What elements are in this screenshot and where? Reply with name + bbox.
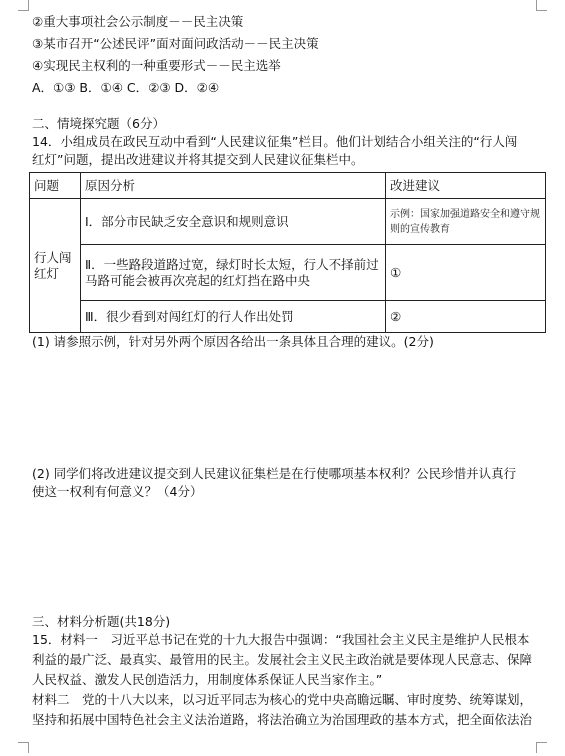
crop-mark-bottom-left (18, 742, 29, 753)
sub-question: 使这一权利有何意义？（4分） (32, 484, 203, 499)
material-line: 15．材料一 习近平总书记在党的十九大报告中强调：“我国社会主义民主是维护人民根本 (32, 632, 530, 647)
section-title: 二、情境探究题（6分） (32, 116, 165, 131)
question-text: 红灯”问题，提出改进建议并将其提交到人民建议征集栏中。 (32, 152, 364, 167)
table-header: 原因分析 (81, 173, 386, 199)
reason-cell: Ⅱ．一些路段道路过宽，绿灯时长太短，行人不择前过马路可能会被再次亮起的红灯挡在路中央 (81, 245, 386, 301)
table-header: 问题 (30, 173, 81, 199)
suggestion-cell: 示例：国家加强道路安全和遵守规则的宣传教育 (386, 199, 546, 245)
issue-cell: 行人闯红灯 (30, 199, 81, 333)
sub-question: (1) 请参照示例，针对另外两个原因各给出一条具体且合理的建议。(2分) (32, 334, 434, 349)
analysis-table (29, 172, 546, 333)
material-line: 坚持和拓展中国特色社会主义法治道路，将法治确立为治国理政的基本方式，把全面依法治 (32, 712, 533, 727)
sub-question: (2) 同学们将改进建议提交到人民建议征集栏是在行使哪项基本权利？公民珍惜并认真行 (32, 466, 517, 481)
suggestion-cell: ② (386, 301, 546, 333)
table-header: 改进建议 (386, 173, 546, 199)
section-title: 三、材料分析题(共18分) (32, 614, 171, 629)
reason-cell: Ⅰ．部分市民缺乏安全意识和规则意识 (81, 199, 386, 245)
question-text: 14．小组成员在政民互动中看到“人民建议征集”栏目。他们计划结合小组关注的“行人闯 (32, 134, 518, 149)
crop-mark-bottom-right (536, 742, 547, 753)
option-line: ④实现民主权利的一种重要形式－－民主选举 (32, 58, 281, 73)
crop-mark-top-left (18, 0, 29, 11)
crop-mark-top-right (536, 0, 547, 11)
option-line: ②重大事项社会公示制度－－民主决策 (32, 14, 244, 29)
option-line: ③某市召开“公述民评”面对面问政活动－－民主决策 (32, 36, 319, 51)
reason-cell: Ⅲ．很少看到对闯红灯的行人作出处罚 (81, 301, 386, 333)
material-line: 材料二 党的十八大以来，以习近平同志为核心的党中央高瞻远瞩、审时度势、统筹谋划， (32, 692, 533, 707)
material-line: 人民权益、激发人民创造活力，用制度体系保证人民当家作主。” (32, 672, 383, 687)
suggestion-cell: ① (386, 245, 546, 301)
answer-choices: A．①③ B．①④ C．②③ D．②④ (32, 80, 220, 95)
material-line: 利益的最广泛、最真实、最管用的民主。发展社会主义民主政治就是要体现人民意志、保障 (32, 652, 533, 667)
